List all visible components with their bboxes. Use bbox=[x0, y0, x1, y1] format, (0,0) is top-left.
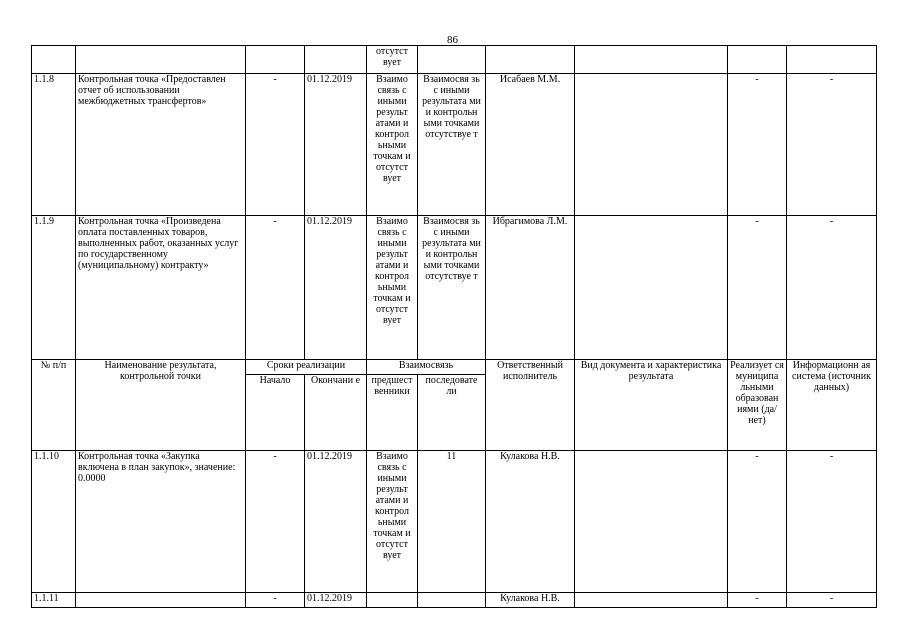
num-cell bbox=[32, 46, 76, 74]
table-row bbox=[32, 451, 877, 593]
succ-cell: Взаимосвя зь с иными результата ми и контрольн ыми точками отсутствуе т bbox=[418, 216, 486, 360]
name-cell: Контрольная точка «Произведена оплата поставленных товаров, выполненных работ, оказанных услуг по государственному (муниципальному) контракту» bbox=[76, 216, 246, 360]
realized-cell: - bbox=[728, 216, 787, 360]
num-cell: 1.1.10 bbox=[32, 451, 76, 593]
table-header-row bbox=[32, 360, 877, 375]
info-cell: - bbox=[787, 74, 877, 216]
name-cell bbox=[76, 593, 246, 608]
pred-cell bbox=[367, 593, 418, 608]
header-num: № п/п bbox=[32, 360, 76, 451]
realized-cell: - bbox=[728, 593, 787, 608]
realized-cell bbox=[728, 46, 787, 74]
table-row bbox=[32, 46, 877, 74]
info-cell bbox=[787, 46, 877, 74]
page-number: 86 bbox=[447, 34, 458, 46]
end-cell: 01.12.2019 bbox=[305, 593, 367, 608]
header-start: Начало bbox=[246, 375, 305, 451]
start-cell: - bbox=[246, 216, 305, 360]
doc-cell bbox=[575, 216, 728, 360]
header-end: Окончани е bbox=[305, 375, 367, 451]
start-cell bbox=[246, 46, 305, 74]
end-cell bbox=[305, 46, 367, 74]
pred-cell: Взаимо связь с иными результ атами и контрол ьными точкам и отсутст вует bbox=[367, 451, 418, 593]
pred-cell: Взаимо связь с иными результ атами и контрол ьными точкам и отсутст вует bbox=[367, 216, 418, 360]
pred-cell: Взаимо связь с иными результ атами и контрол ьными точкам и отсутст вует bbox=[367, 74, 418, 216]
resp-cell: Исабаев М.М. bbox=[486, 74, 575, 216]
info-cell: - bbox=[787, 451, 877, 593]
num-cell: 1.1.11 bbox=[32, 593, 76, 608]
succ-cell bbox=[418, 46, 486, 74]
resp-cell: Кулакова Н.В. bbox=[486, 593, 575, 608]
header-terms: Сроки реализации bbox=[246, 360, 367, 375]
num-cell: 1.1.9 bbox=[32, 216, 76, 360]
end-cell: 01.12.2019 bbox=[305, 216, 367, 360]
pred-cell: отсутст вует bbox=[367, 46, 418, 74]
succ-cell: Взаимосвя зь с иными результата ми и контрольн ыми точками отсутствуе т bbox=[418, 74, 486, 216]
header-pred: предшест венники bbox=[367, 375, 418, 451]
doc-cell bbox=[575, 451, 728, 593]
header-name: Наименование результата, контрольной точки bbox=[76, 360, 246, 451]
realized-cell: - bbox=[728, 74, 787, 216]
header-relation: Взаимосвязь bbox=[367, 360, 486, 375]
header-succ: последовате ли bbox=[418, 375, 486, 451]
num-cell: 1.1.8 bbox=[32, 74, 76, 216]
table-row bbox=[32, 74, 877, 216]
table-row bbox=[32, 593, 877, 608]
header-info: Информационн ая система (источник данных) bbox=[787, 360, 877, 451]
name-cell: Контрольная точка «Предоставлен отчет об использовании межбюджетных трансфертов» bbox=[76, 74, 246, 216]
succ-cell: 11 bbox=[418, 451, 486, 593]
resp-cell bbox=[486, 46, 575, 74]
realized-cell: - bbox=[728, 451, 787, 593]
start-cell: - bbox=[246, 74, 305, 216]
resp-cell: Ибрагимова Л.М. bbox=[486, 216, 575, 360]
end-cell: 01.12.2019 bbox=[305, 451, 367, 593]
header-realized: Реализует ся муниципа льными образован иями (да/нет) bbox=[728, 360, 787, 451]
info-cell: - bbox=[787, 593, 877, 608]
doc-cell bbox=[575, 74, 728, 216]
doc-cell bbox=[575, 593, 728, 608]
header-doc: Вид документа и характеристика результата bbox=[575, 360, 728, 451]
table-row bbox=[32, 216, 877, 360]
start-cell: - bbox=[246, 593, 305, 608]
succ-cell bbox=[418, 593, 486, 608]
resp-cell: Кулакова Н.В. bbox=[486, 451, 575, 593]
results-table bbox=[31, 45, 877, 608]
info-cell: - bbox=[787, 216, 877, 360]
name-cell: Контрольная точка «Закупка включена в план закупок», значение: 0.0000 bbox=[76, 451, 246, 593]
name-cell bbox=[76, 46, 246, 74]
end-cell: 01.12.2019 bbox=[305, 74, 367, 216]
start-cell: - bbox=[246, 451, 305, 593]
doc-cell bbox=[575, 46, 728, 74]
header-resp: Ответственный исполнитель bbox=[486, 360, 575, 451]
